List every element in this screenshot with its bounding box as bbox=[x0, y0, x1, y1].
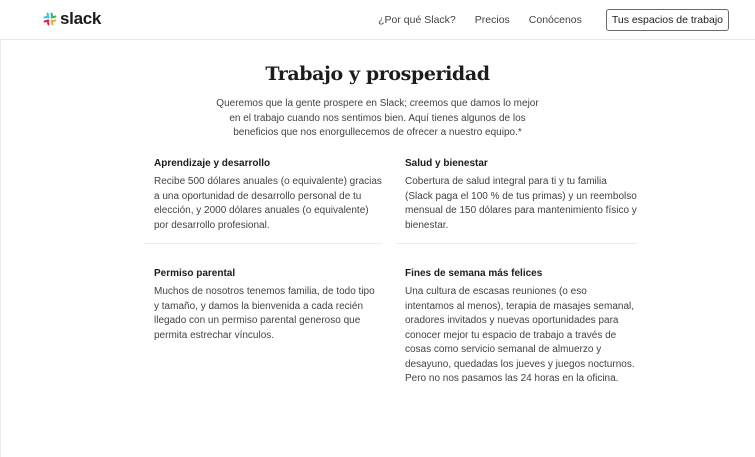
nav-about[interactable]: Conócenos bbox=[528, 13, 582, 26]
benefit-learning bbox=[144, 158, 382, 244]
site-header bbox=[0, 0, 755, 40]
benefit-title: Salud y bienestar bbox=[405, 158, 488, 169]
benefit-title: Permiso parental bbox=[154, 268, 236, 279]
logo-text: slack bbox=[60, 9, 102, 28]
benefit-title: Fines de semana más felices bbox=[405, 268, 543, 279]
benefit-health bbox=[396, 158, 637, 244]
intro-text: Queremos que la gente prospere en Slack; creemos que damos lo mejor en el trabajo cuando nos sentimos bien. Aquí tienes algunos de los beneficios que nos enorgullecemos de ofrecer a nuestro equipo.* bbox=[216, 98, 539, 138]
benefit-text: Una cultura de escasas reuniones (o eso intentamos al menos), terapia de masajes semanal, oradores invitados y nuevas oportunidades para conocer mejor tu espacio de trabajo a través de cosas como servicio semanal de almuerzo y desayuno, quedadas los jueves y juegos nocturnos. Pero no nos pasamos las 24 horas en la oficina. bbox=[405, 286, 635, 384]
main-nav bbox=[378, 0, 729, 39]
slack-hash-icon bbox=[43, 12, 57, 26]
benefit-text: Cobertura de salud integral para ti y tu familia (Slack paga el 100 % de tus primas) y un reembolso mensual de 150 dólares para mantenimiento físico y bienestar. bbox=[405, 176, 637, 231]
page-edge bbox=[0, 40, 1, 457]
benefit-parental-leave bbox=[154, 268, 379, 343]
benefit-weekends bbox=[405, 268, 637, 387]
page-title: Trabajo y prosperidad bbox=[265, 63, 490, 85]
benefit-title: Aprendizaje y desarrollo bbox=[154, 158, 271, 169]
workspaces-button[interactable]: Tus espacios de trabajo bbox=[606, 9, 729, 31]
benefit-text: Recibe 500 dólares anuales (o equivalente) gracias a una oportunidad de desarrollo personal de tu elección, y 2000 dólares anuales (o equivalente) por desarrollo profesional. bbox=[154, 176, 382, 231]
nav-why-slack[interactable]: ¿Por qué Slack? bbox=[378, 13, 456, 26]
nav-pricing[interactable]: Precios bbox=[474, 13, 510, 26]
slack-logo[interactable] bbox=[43, 9, 101, 29]
benefit-text: Muchos de nosotros tenemos familia, de todo tipo y tamaño, y damos la bienvenida a cada recién llegado con un permiso parental generoso que permita estrechar vínculos. bbox=[154, 286, 375, 341]
